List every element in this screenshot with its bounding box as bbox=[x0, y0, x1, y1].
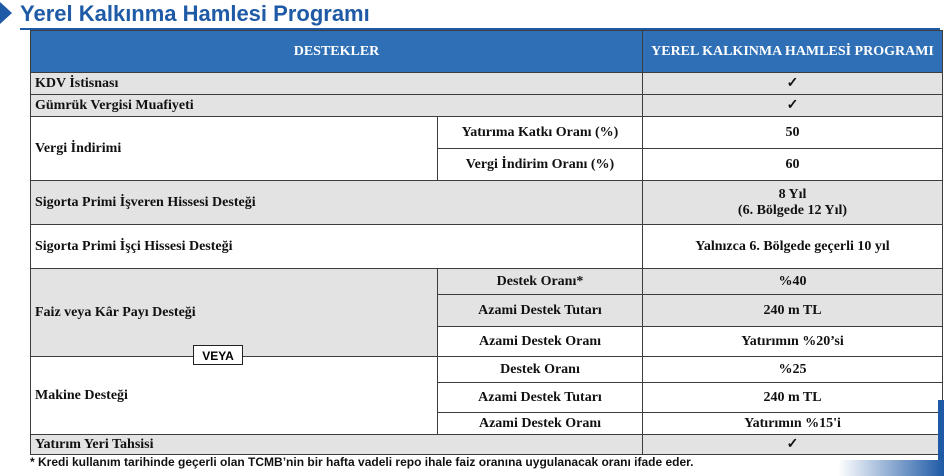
row-kdv-check-icon: ✓ bbox=[643, 73, 943, 95]
row-makine-sub1-label: Destek Oranı bbox=[438, 357, 643, 383]
row-gumruk-check-icon: ✓ bbox=[643, 95, 943, 117]
header-supports: DESTEKLER bbox=[31, 31, 643, 73]
row-makine-sub2-label: Azami Destek Tutarı bbox=[438, 383, 643, 413]
sigorta-isveren-value-line1: 8 Yıl bbox=[778, 186, 807, 202]
sigorta-isveren-value-line2: (6. Bölgede 12 Yıl) bbox=[737, 202, 848, 218]
row-kdv-label: KDV İstisnası bbox=[31, 73, 643, 95]
row-makine-sub3-label: Azami Destek Oranı bbox=[438, 413, 643, 435]
row-makine-sub2-value: 240 m TL bbox=[643, 383, 943, 413]
row-yatirim-yeri-label: Yatırım Yeri Tahsisi bbox=[31, 435, 643, 455]
support-table bbox=[30, 30, 943, 455]
header-program: YEREL KALKINMA HAMLESİ PROGRAMI bbox=[643, 31, 943, 73]
veya-badge: VEYA bbox=[193, 345, 243, 365]
row-yatirim-yeri-check-icon: ✓ bbox=[643, 435, 943, 455]
row-vergi-sub1-value: 50 bbox=[643, 117, 943, 149]
page-title: Yerel Kalkınma Hamlesi Programı bbox=[20, 1, 370, 26]
decorative-corner-gradient bbox=[838, 460, 944, 476]
row-faiz-sub2-label: Azami Destek Tutarı bbox=[438, 295, 643, 327]
row-faiz-label: Faiz veya Kâr Payı Desteği bbox=[31, 269, 438, 357]
row-faiz-sub1-value: %40 bbox=[643, 269, 943, 295]
row-makine-sub3-value: Yatırımın %15'i bbox=[643, 413, 943, 435]
title-bar bbox=[0, 0, 944, 28]
row-faiz-sub3-value: Yatırımın %20’si bbox=[643, 327, 943, 357]
title-arrow-icon bbox=[0, 2, 12, 24]
row-vergi-sub2-value: 60 bbox=[643, 149, 943, 181]
row-sigorta-isci-value: Yalnızca 6. Bölgede geçerli 10 yıl bbox=[643, 225, 943, 269]
row-faiz-sub3-label: Azami Destek Oranı bbox=[438, 327, 643, 357]
footnote: * Kredi kullanım tarihinde geçerli olan TCMB’nin bir hafta vadeli repo ihale faiz oranına uygulanacak oranı ifade eder. bbox=[30, 455, 694, 469]
row-faiz-sub2-value: 240 m TL bbox=[643, 295, 943, 327]
row-vergi-sub2-label: Vergi İndirim Oranı (%) bbox=[438, 149, 643, 181]
row-gumruk-label: Gümrük Vergisi Muafiyeti bbox=[31, 95, 643, 117]
row-vergi-label: Vergi İndirimi bbox=[31, 117, 438, 181]
row-faiz-sub1-label: Destek Oranı* bbox=[438, 269, 643, 295]
row-makine-sub1-value: %25 bbox=[643, 357, 943, 383]
row-sigorta-isci-label: Sigorta Primi İşçi Hissesi Desteği bbox=[31, 225, 643, 269]
row-vergi-sub1-label: Yatırıma Katkı Oranı (%) bbox=[438, 117, 643, 149]
row-sigorta-isveren-label: Sigorta Primi İşveren Hissesi Desteği bbox=[31, 181, 643, 225]
row-makine-label: Makine Desteği bbox=[31, 357, 438, 435]
row-sigorta-isveren-value bbox=[643, 181, 943, 225]
